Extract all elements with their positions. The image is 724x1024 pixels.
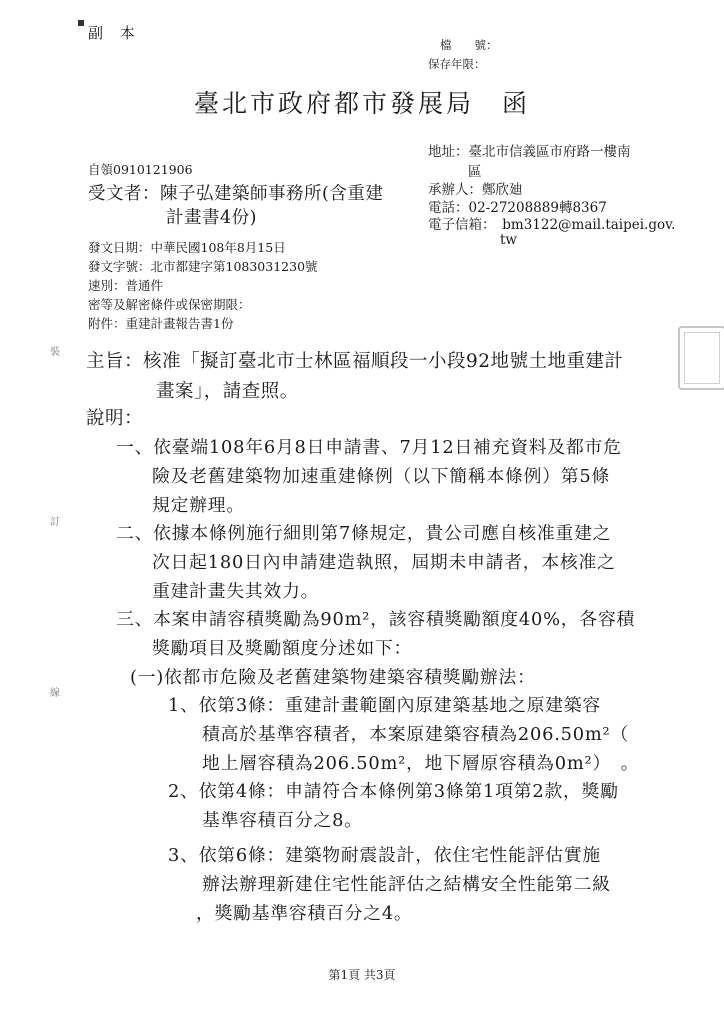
copy-mark: 副 本: [88, 24, 141, 42]
document-title: 臺北市政府都市發展局 函: [193, 89, 530, 118]
subject-line-2: 畫案」，請查照。: [156, 381, 299, 402]
margin-note-staple: 訂: [50, 517, 60, 528]
subject-line-1: 主旨：核准「擬訂臺北市士林區福順段一小段92地號土地重建計: [86, 351, 624, 372]
item-1-line-1: 一、依臺端108年6月8日申請書、7月12日補充資料及都市危: [116, 437, 622, 458]
subitem-3-line-1: 3、依第6條：建築物耐震設計，依住宅性能評估實施: [168, 845, 602, 866]
item-1-line-2: 險及老舊建築物加速重建條例（以下簡稱本條例）第5條: [152, 466, 611, 487]
subitem-1-line-3: 地上層容積為206.50m²，地下層原容積為0m²） 。: [202, 753, 640, 774]
address-line-2: 區: [468, 164, 482, 180]
address-line-1: 地址：臺北市信義區市府路一樓南: [428, 144, 631, 160]
margin-note-line: 線: [50, 688, 60, 699]
subitem-3-line-3: ，獎勵基準容積百分之4。: [196, 903, 413, 924]
phone: 電話：02-27208889轉8367: [428, 200, 607, 216]
subitem-1-line-1: 1、依第3條：重建計畫範圍內原建築基地之原建築容: [168, 695, 602, 716]
email-line-1: 電子信箱： bm3122@mail.taipei.gov.: [428, 217, 676, 233]
document-number: 發文字號：北市都建字第1083031230號: [88, 259, 318, 274]
delivery-speed: 速別：普通件: [88, 278, 164, 293]
item-3-line-2: 獎勵項目及獎勵額度分述如下：: [152, 638, 413, 659]
item-2-line-3: 重建計畫失其效力。: [152, 581, 320, 602]
seal-stamp: [678, 326, 724, 390]
explanation-label: 說明：: [86, 408, 144, 429]
handler: 承辦人：鄭欣廸: [428, 182, 523, 198]
item-1-line-3: 規定辦理。: [152, 495, 245, 516]
item-2-line-1: 二、依據本條例施行細則第7條規定，貴公司應自核准重建之: [116, 523, 612, 544]
subsection-heading: (一)依都市危險及老舊建築物建築容積獎勵辦法：: [130, 667, 536, 688]
email-line-2: tw: [500, 232, 517, 248]
secrecy-level: 密等及解密條件或保密期限：: [88, 297, 251, 312]
subitem-3-line-2: 辦法辦理新建住宅性能評估之結構安全性能第二級: [202, 874, 611, 895]
issue-date: 發文日期：中華民國108年8月15日: [88, 240, 286, 255]
item-2-line-2: 次日起180日內申請建造執照，屆期未申請者，本核准之: [152, 552, 616, 573]
subitem-2-line-2: 基準容積百分之8。: [202, 810, 363, 831]
subitem-2-line-1: 2、依第4條：申請符合本條例第3條第1項第2款，獎勵: [168, 781, 619, 802]
subitem-1-line-2: 積高於基準容積者，本案原建築容積為206.50m²（: [202, 724, 630, 745]
retention-period-label: 保存年限：: [428, 57, 486, 71]
attachment: 附件：重建計畫報告書1份: [88, 316, 234, 331]
recipient-line-2: 計畫書4份): [166, 208, 257, 228]
page-footer: 第1頁 共3頁: [328, 968, 396, 982]
self-pickup-code: 自領0910121906: [88, 162, 193, 177]
item-3-line-1: 三、本案申請容積獎勵為90m²，該容積獎勵額度40%，各容積: [116, 609, 636, 630]
file-number-label: 檔 號：: [440, 38, 498, 52]
corner-mark: [78, 20, 84, 26]
margin-note-bind: 裝: [50, 347, 60, 358]
recipient-line-1: 受文者：陳子弘建築師事務所(含重建: [88, 184, 384, 204]
